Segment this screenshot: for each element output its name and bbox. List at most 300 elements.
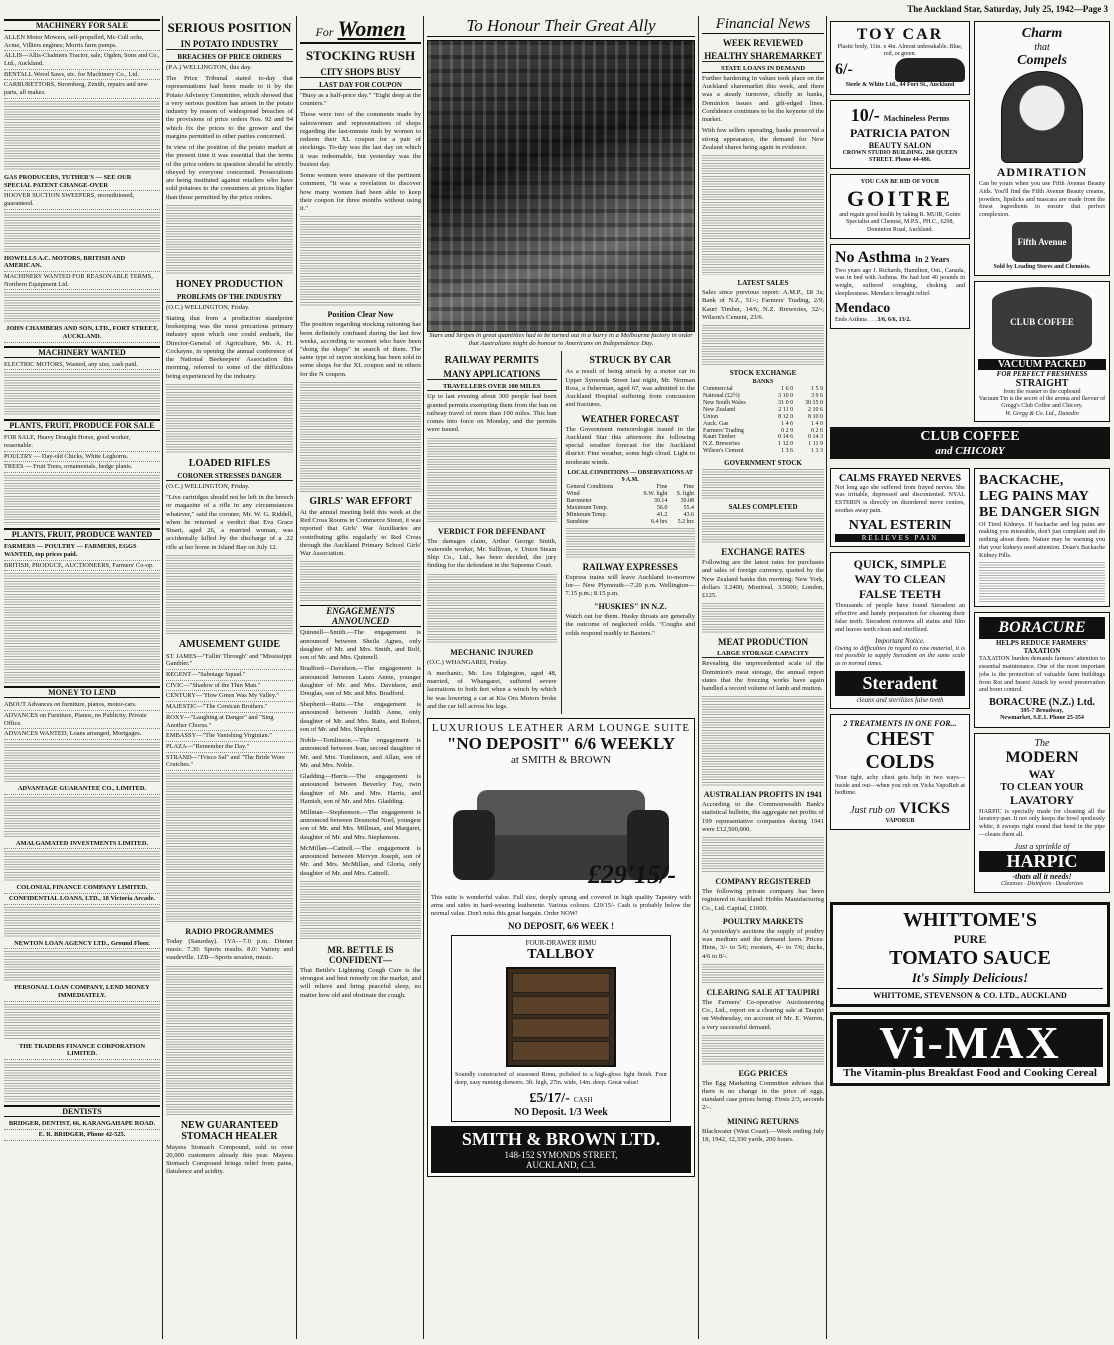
vicks-just: Just rub on (850, 805, 896, 817)
harpic-post: -thats all it needs! (1012, 871, 1072, 881)
headline: STOCK EXCHANGE (729, 369, 797, 378)
paragraph: The Farmers' Co-operative Auctioneering Co., Ltd., report on a clearing sale at Taupiri on Wednesday, on account of Mr. E. Warren, a very successful demand. (702, 998, 824, 1031)
whittomes-ad (830, 902, 1110, 1007)
text-block (4, 475, 160, 525)
text-block (300, 881, 421, 941)
classified-item: ADVANCES on Furniture, Pianos, no Publicity, Private Office. (4, 711, 160, 729)
classified-item: FARMERS — POULTRY — FARMERS, EGGS WANTED, top prices paid. (4, 542, 160, 560)
headline: EGG PRICES (738, 1068, 788, 1078)
headline: GIRLS' WAR EFFORT (309, 495, 412, 507)
classified-item: FOR SALE, Heavy Draught Horse, good worker, reasonable. (4, 433, 160, 451)
chest-2: COLDS (865, 750, 935, 773)
headline: GOVERNMENT STOCK (724, 459, 802, 468)
paragraph: The Egg Marketing Committee advises that there is no change in the price of eggs, standard case prices being: Firsts 2/3, seconds 2/-. (702, 1079, 824, 1112)
headline: EXCHANGE RATES (721, 547, 805, 558)
backache-3: BE DANGER SIGN (979, 504, 1100, 520)
dateline: (O.C.) WELLINGTON, Friday. (166, 482, 250, 490)
paragraph: Up to last evening about 300 people had been granted permits exempting them from the ban on railway travel of more than 100 miles. This ban comes into force on Monday, and the permits were issued. (427, 393, 557, 434)
tallboy-title: TALLBOY (527, 946, 595, 962)
tallboy-image (506, 967, 616, 1067)
headline: WEEK REVIEWED (722, 38, 804, 48)
table-value-cell: Fine (656, 484, 668, 491)
text-block (4, 573, 160, 683)
chest-pre: 2 TREATMENTS IN ONE FOR... (843, 718, 957, 728)
subhead: MANY APPLICATIONS (427, 369, 557, 380)
paragraph: Blackwater (West Coast).—Week ending July 18, 1942, 12,330 yards, 200 hours. (702, 1127, 824, 1143)
amusement-item: CENTURY—"How Green Was My Valley." (166, 691, 293, 702)
backache-1: BACKACHE, (979, 472, 1064, 488)
engagement-item: Bradford—Davidson.—The engagement is announced between Laura Annie, younger daughter of Mr. and Mrs. Davidson, and Douglas, son of Mr. and Mrs. Bradford. (300, 665, 421, 697)
headline: LOADED RIFLES (188, 457, 271, 469)
weather-table (566, 484, 696, 525)
section-head: PLANTS, FRUIT, PRODUCE WANTED (4, 528, 160, 540)
club-coffee-ad (974, 281, 1110, 422)
club-big: CLUB COFFEE (920, 428, 1020, 444)
classifieds-column (4, 16, 160, 1339)
table-label-cell: Barometer (566, 497, 592, 504)
news-subcolumn (427, 351, 557, 714)
photo-caption: Stars and Stripes in great quantities had to be turned out in a hurry in a Melbourne factory in order that Australians might do honour to Americans on Independence Day. (429, 332, 693, 348)
text-block (300, 216, 421, 306)
headline: MECHANIC INJURED (450, 647, 534, 657)
headline: SALES COMPLETED (728, 503, 798, 512)
paragraph: These were two of the comments made by saleswomen and representatives of shops regarding the last-minute rush by women to redeem their XL coupon for a pair of stockings. To-day was the last day on which it was redeemable, but yesterday was the busiest day. (300, 111, 421, 168)
paragraph: "Live cartridges should not be left in the breech or magazine of a rifle in any circumstances whatever," said the coroner, Mr. W. G. Riddell, when he returned a verdict that Eva Grace Stuart, aged 26, a married woman, was accidentally killed by the discharge of a .22 rifle at her home in Island Bay on July 12. (166, 494, 293, 551)
boracure-text: TAXATION burden demands farmers' attention to essential maintenance. One of the most important jobs is the protection of valuable farm buildings from Rot and Insect Attack by wood preservation and borer control. (979, 655, 1105, 694)
text-block (166, 555, 293, 635)
ads-left-stack-2 (830, 463, 970, 898)
weather-row (566, 512, 696, 519)
paragraph: Revealing the unprecedented scale of the Dominion's meat storage, the annual report states that the freezing works have again handled a record volume of lamb and mutton. (702, 660, 824, 693)
ad-price: £29'15/- (587, 859, 676, 889)
table-value-cell: 30.08 (680, 497, 694, 504)
perm-ad (830, 100, 970, 169)
headline: VERDICT FOR DEFENDANT (438, 526, 546, 536)
vicks-ad (830, 714, 970, 830)
whit-2: PURE (953, 931, 987, 946)
club-coffee-banner (830, 427, 1110, 459)
table-value-cell: 1 12 0 (778, 441, 794, 448)
ads-mid-row (830, 463, 1110, 898)
table-label-cell: New Zealand (703, 406, 736, 413)
table-value-cell: 31 0 0 (778, 400, 794, 407)
text-block (702, 837, 824, 873)
doans-ad (974, 468, 1110, 608)
tallboy-pre: FOUR-DRAWER RIMU (525, 938, 597, 947)
toy-title: TOY CAR (856, 26, 944, 43)
mendaco-from: Ends Asthma . . . (835, 316, 876, 323)
table-value-cell: 3 10 0 (778, 393, 794, 400)
subhead: CORONER STRESSES DANGER (166, 472, 293, 481)
sb-city: AUCKLAND, C.3. (525, 1160, 596, 1171)
boracure-tel: Newmarket, S.E.1. Phone 25-354 (1000, 715, 1084, 722)
paragraph: The following private company has been registered in Auckland: Hobbs Manufacturing Co., Ltd. Capital, £1000. (702, 888, 824, 912)
boracure-logo: BORACURE (979, 617, 1105, 639)
table-value-cell: 1 4 0 (811, 420, 823, 427)
table-value-cell: 0 2 9 (781, 427, 794, 434)
paragraph: Following are the latest rates for purchases and sales of foreign currency, quoted by the New Zealand banks this morning: New York, dollars 3.2400; Montreal, 3.5600; London, £125. (702, 559, 824, 600)
text-block (702, 513, 824, 543)
column-rule (561, 351, 562, 714)
charm-2: that (1034, 42, 1050, 53)
harpic-pre: Just a sprinkle of (1014, 841, 1070, 851)
perm-text: Machineless Perms (883, 113, 950, 123)
table-label-cell: Auck. Gas (703, 420, 729, 427)
amusement-item: PLAZA—"Remember the Day." (166, 742, 293, 753)
share-row (702, 393, 824, 400)
masthead: The Auckland Star, Saturday, July 25, 1942—Page 3 (907, 4, 1108, 14)
section-head: PLANTS, FRUIT, PRODUCE FOR SALE (4, 419, 160, 431)
boracure-ad (974, 612, 1110, 727)
quick-notice-text: Owing to difficulties in regard to raw material, it is not possible to supply Steradent on the same scale as in normal times. (835, 644, 965, 668)
toy-text: Plastic body, 11in. x 4in. Almost unbreakable. Blue, red, or green. (837, 44, 963, 58)
lav-1: TO CLEAN YOUR (1000, 781, 1084, 793)
perm-sub: BEAUTY SALON (868, 140, 932, 150)
text-block (4, 951, 160, 981)
amusement-item: EMBASSY—"The Vanishing Virginian." (166, 731, 293, 742)
harpic-ad: The MODERN WAY TO CLEAN YOUR LAVATORY HARPIC is specially made for cleaning all the lavatory-pan. It not only keeps the bowl spotlessly white, it sweeps right round that bend in the pipe—cleans them all. Just a sprinkle of HARPIC -thats all it needs! Cleanses · Disinfects · Deodorizes (974, 733, 1110, 893)
perm-addr: CROWN STUDIO BUILDING, 260 QUEEN STREET. Phone 44-486. (842, 149, 958, 163)
charm-text: Can be yours when you use Fifth Avenue Beauty Aids. You'll find the Fifth Avenue Beauty creams, powders, lipsticks and mascara are made from the finest ingredients to ensure that perfect complexion. (979, 180, 1105, 218)
paragraph: According to the Commonwealth Bank's statistical bulletin, the aggregate net profits of 199 representative companies during 1941 were £12,500,000. (702, 801, 824, 833)
amusement-item: ROXY—"Laughing at Danger" and "Sing Another Chorus." (166, 713, 293, 731)
paragraph: Stating that from a production standpoint beekeeping was the most precarious primary industry upon which one could embark, the Director-General of Agriculture, Mr. A. H. Cockayne, in opening the annual conference of the National Beekeepers' Association this morning, referred to some of the difficulties being experienced by the industry. (166, 314, 293, 380)
amusement-item: CIVIC—"Shadow of the Thin Man." (166, 681, 293, 692)
news-column-4 (427, 16, 695, 1339)
classified-item: ABOUT Advances on furniture, pianos, motor-cars. (4, 700, 160, 711)
shares-head: BANKS (752, 379, 774, 386)
modern-1: The (1034, 737, 1050, 749)
asthma-title: No Asthma (835, 248, 912, 266)
table-value-cell: 8 12 0 (778, 413, 794, 420)
vimax-logo: Vi-MAX (837, 1019, 1103, 1067)
text-block (4, 907, 160, 937)
subhead: CITY SHOPS BUSY (300, 67, 421, 78)
table-value-cell: 2 10 6 (808, 406, 823, 413)
section-head: MONEY TO LEND (4, 686, 160, 698)
table-value-cell: 43.6 (683, 511, 694, 518)
text-block (166, 966, 293, 1116)
ads-right-stack (974, 16, 1110, 427)
ad-no-deposit: NO DEPOSIT, 6/6 WEEK ! (508, 920, 614, 931)
chest-text: Your tight, achy chest gets help in two ways—inside and out—when you rub on Vicks VapoRub at bedtime. (835, 773, 965, 797)
amusement-item: ST. JAMES—"Fallin' Through" and "Mississippi Gambler." (166, 652, 293, 670)
women-banner (300, 16, 421, 44)
tallboy-text: Soundly constructed of seasoned Rimu, polished to a high-gloss light finish. Four deep, easy running drawers. 3ft. high, 27in. wide, 14in. deep. Great value! (455, 1070, 667, 1086)
table-value-cell: 2 11 0 (778, 406, 794, 413)
modern-3: WAY (1028, 766, 1056, 781)
ads-column (830, 16, 1110, 1339)
text-block (702, 964, 824, 984)
classified-item: HOOVER SUCTION SWEEPERS, reconditioned, guaranteed. (4, 191, 160, 209)
club-maker: W. Gregg & Co. Ltd., Dunedin (1005, 410, 1079, 417)
backache-2: LEG PAINS MAY (979, 488, 1089, 504)
text-block (4, 1062, 160, 1102)
subhead: HEALTHY SHAREMARKET (702, 51, 824, 62)
toy-car-image (895, 58, 965, 82)
text-block (166, 205, 293, 275)
headline: MINING RETURNS (727, 1116, 799, 1126)
whit-4: It's Simply Delicious! (911, 969, 1029, 985)
harpic-side: Cleanses (1000, 880, 1023, 887)
quick-3: FALSE TEETH (859, 586, 941, 601)
steradent-logo: Steradent (835, 671, 965, 696)
engagement-item: Quinnell—Smith.—The engagement is announced between Sheila Agnes, only daughter of Mr. and Mrs. Smith, and Rolf, son of Mr. and Mrs. Quinnell. (300, 629, 421, 662)
engagement-item: Noble—Tomlinson.—The engagement is announced between Jean, second daughter of Mr. and Mrs. Tomlinson, and Allan, son of Mr. and Mrs. Noble. (300, 737, 421, 769)
classified-item: THE TRADERS FINANCE CORPORATION LIMITED. (4, 1042, 160, 1060)
headline: MR. BETTLE IS CONFIDENT— (327, 944, 394, 965)
engagement-item: Gladding—Harris.—The engagement is announced between Beverley Fay, twin daughter of Mr. and Mrs. Harris, and Hamish, son of Mr. and Mrs. Gladding. (300, 773, 421, 805)
classified-item: E. R. BRIDGER, Phone 42-525. (4, 1130, 160, 1141)
tallboy-deposit: NO Deposit. 1/3 Week (514, 1107, 608, 1119)
paragraph: "Busy as a half-price day." "Eight deep at the counters." (300, 92, 421, 108)
subhead: PROBLEMS OF THE INDUSTRY (166, 293, 293, 302)
chest-1: CHEST (866, 727, 934, 750)
nyal-sub: RELIEVES PAIN (835, 534, 965, 542)
column-rule (296, 16, 297, 1339)
club-pf: FOR PERFECT FRESHNESS (996, 369, 1088, 378)
classified-item: BRIDGER, DENTIST, 66, KARANGAHAPE ROAD. (4, 1119, 160, 1130)
table-value-cell: 0 14 3 (808, 434, 823, 441)
nyal-title: NYAL ESTERIN (848, 517, 952, 533)
table-value-cell: 30 15 0 (805, 400, 823, 407)
text-block (4, 372, 160, 416)
amusement-item: REGENT—"Sabotage Squad." (166, 670, 293, 681)
paragraph: With few sellers operating, banks preserved a strong appearance, the demand for New Zealand shares being again in evidence. (702, 127, 824, 151)
classified-item: ELECTRIC MOTORS, Wanted, any size, cash paid. (4, 360, 160, 371)
paragraph: The Price Tribunal stated to-day that representations had been made to it by the Potato Advisory Committee, which showed that a very serious position has arisen in the potato industry by reason of widespread breaches of the provisions of price orders Nos. 92 and 94 which fix the prices to the grower and the margins permitted to other parties concerned. (166, 75, 293, 140)
share-row (702, 421, 824, 428)
table-value-cell: S.W. light (643, 491, 668, 498)
goitre-pre: YOU CAN BE RID OF YOUR (860, 178, 940, 185)
subhead: LARGE STORAGE CAPACITY (702, 650, 824, 658)
vimax-sub: The Vitamin-plus Breakfast Food and Cooking Cereal (843, 1067, 1097, 1080)
section-head: MACHINERY FOR SALE (4, 19, 160, 31)
tallboy-cash: CASH (573, 1096, 593, 1105)
table-value-cell: 8 10 0 (808, 413, 823, 420)
text-block (702, 155, 824, 275)
headline: MEAT PRODUCTION (718, 637, 808, 648)
quick-notice: Important Notice. (875, 636, 925, 645)
text-block (4, 292, 160, 322)
paragraph: The damages claim, Arthur George Smith, waterside worker, Mr. Sullivan, v. Union Steam Ship Co., Ltd., has been decided, the jury finding for the defendant in the Supreme Court. (427, 537, 557, 570)
table-value-cell: 6.4 hrs (651, 518, 668, 525)
table-value-cell: Fine (683, 484, 694, 491)
vimax-ad (830, 1012, 1110, 1086)
text-block (300, 382, 421, 492)
paragraph: The Government meteorologist issued in the Auckland Star this afternoon the following special weather forecast for the Auckland district: Fine weather, some high cloud. Light to moderate winds. (565, 425, 695, 466)
women-column (300, 16, 421, 1339)
text-block (166, 384, 293, 454)
lounge-suite-image (444, 770, 678, 890)
classified-item: ADVANTAGE GUARANTEE CO., LIMITED. (4, 784, 160, 795)
text-block (4, 742, 160, 782)
charm-sold: Sold by Leading Stores and Chemists. (993, 263, 1091, 270)
lav-text: HARPIC is specially made for cleaning all the lavatory-pan. It not only keeps the bowl spotlessly white, it sweeps right round that bend in the pipe—cleans them all. (979, 807, 1105, 838)
paragraph: Mayess Stomach Compound, sold to over 20,000 customers already this year. Mayess Stomach Compound brings relief from pains, flatulence and acidity. (166, 1143, 293, 1176)
amusement-item: STRAND—"Frisco Sal" and "The Bride Wore Crutches." (166, 753, 293, 771)
table-label-cell: Sunshine (566, 518, 589, 525)
steradent-ad (830, 552, 970, 709)
text-block (702, 325, 824, 365)
goitre-ad (830, 174, 970, 239)
classified-item: AMALGAMATED INVESTMENTS LIMITED. (4, 839, 160, 850)
headline: AUSTRALIAN PROFITS IN 1941 (703, 790, 823, 800)
table-value-cell: 0 2 6 (811, 427, 823, 434)
table-value-cell: 1 4 6 (781, 420, 794, 427)
table-value-cell: 1 11 9 (808, 441, 823, 448)
ad-lux: LUXURIOUS LEATHER ARM LOUNGE SUITE (431, 721, 691, 734)
share-row (702, 400, 824, 407)
club-and: and CHICORY (935, 444, 1005, 457)
fifth-avenue-jar: Fifth Avenue (1012, 222, 1072, 262)
classified-item: CARBURETTORS, Stromberg, Zenith, repairs and new parts, all makes. (4, 80, 160, 98)
steradent-sub: cleans and sterilizes false teeth (856, 695, 944, 704)
headline: SERIOUS POSITION (167, 20, 292, 35)
flag-factory-photo (427, 40, 695, 332)
column-rule (423, 16, 424, 1339)
financial-title: Financial News (702, 16, 824, 34)
text-block (702, 603, 824, 633)
table-label-cell: Minimum Temp. (566, 511, 607, 518)
tallboy-price: £5/17/- (529, 1091, 570, 1107)
paragraph: Further hardening in values took place on the Auckland sharemarket this week, and there was a steady turnover, chiefly in banks, Dominion issues and gilt-edged lines. Confidence continues to be the keynote of the market. (702, 75, 824, 124)
subhead: TRAVELLERS OVER 100 MILES (427, 383, 557, 391)
news-column-2 (166, 16, 293, 1339)
headline: CLEARING SALE AT TAUPIRI (706, 987, 820, 997)
weather-row (566, 519, 696, 526)
text-block (702, 696, 824, 786)
financial-column (702, 16, 824, 1339)
table-label-cell: New South Wales (703, 400, 746, 407)
text-block (4, 1004, 160, 1040)
sb-address: 148-152 SYMONDS STREET, (504, 1150, 618, 1161)
table-label-cell: General Conditions (566, 484, 614, 491)
text-block (4, 797, 160, 837)
classified-item: PERSONAL LOAN COMPANY, LEND MONEY IMMEDIATELY. (4, 983, 160, 1001)
headline: RADIO PROGRAMMES (185, 926, 274, 936)
backache-text: Of Tired Kidneys. If backache and leg pains are making you miserable, don't just complain and do nothing about them. Nature may be warning you that your kidneys need attention. Doan's Backache Kidney Pills. (979, 520, 1105, 559)
boracure-addr: 395-7 Broadway, (1020, 708, 1064, 715)
classified-item: HOWELLS A.C. MOTORS, BRITISH AND AMERICAN. (4, 254, 160, 272)
table-value-cell: 1 3 3 (811, 448, 823, 455)
headline: WEATHER FORECAST (581, 413, 680, 424)
harpic-logo: HARPIC (979, 851, 1105, 872)
sb-name: SMITH & BROWN LTD. (461, 1129, 661, 1150)
classified-item: JOHN CHAMBERS AND SON, LTD., FORT STREET, AUCKLAND. (4, 324, 160, 342)
paragraph: As a result of being struck by a motor car in Upper Symonds Street last night, Mr. Norman Ross, a fisherman, aged 67, was admitted to the Auckland Hospital suffering from concussion and fractures. (565, 368, 695, 409)
headline: ENGAGEMENTS ANNOUNCED (300, 605, 421, 627)
table-value-cell: 1 6 0 (781, 386, 794, 393)
headline: Position Clear Now (327, 310, 394, 320)
ads-left-stack (830, 16, 970, 427)
ad-text: This suite is wonderful value. Full size, deeply sprung and covered in high quality Tapestry with arms and sides in hard-wearing leatherette. Various colours. £29/15/- Cash is probably below the normal value. Don't miss this great bargain. Order NOW! (431, 893, 691, 917)
column-rule (698, 16, 699, 1339)
asthma-text: Two years ago J. Richards, Hamilton, Ont., Canada, was in bed with Asthma. He had lost 40 pounds in weight, suffered coughing, choking and sleeplessness. Mendaco brought relief. (835, 266, 965, 297)
classified-item: NEWTON LOAN AGENCY LTD., Ground Floor. (4, 939, 160, 950)
text-block (4, 212, 160, 252)
headline: POULTRY MARKETS (722, 916, 804, 926)
weather-row (566, 505, 696, 512)
toy-shop: Steele & White Ltd., 44 Fort St., Auckland (845, 82, 955, 89)
perm-price: 10/- (850, 104, 880, 125)
table-label-cell: Wind (566, 491, 580, 498)
two-col-news (427, 351, 695, 714)
classified-item: MACHINERY WANTED FOR REASONABLE TERMS, Northern Equipment Ltd. (4, 272, 160, 290)
section-head: DENTISTS (4, 1105, 160, 1117)
amusement-item: MAJESTIC—"The Corsican Brothers." (166, 702, 293, 713)
weather-row (566, 484, 696, 491)
text-block (300, 561, 421, 601)
calms-text: Not long ago she suffered from frayed nerves. She was irritable, depressed and discontented. NYAL ESTERIN is directly on disordered nerve centres, soothes away pain. (835, 483, 965, 514)
vicks-logo: VICKS (899, 800, 950, 818)
table-value-cell: 56.0 (656, 504, 668, 511)
woman-portrait (1001, 71, 1083, 163)
ads-top-row (830, 16, 1110, 427)
share-row (702, 414, 824, 421)
boracure-ltd: BORACURE (N.Z.) Ltd. (989, 697, 1095, 709)
table-label-cell: Maximum Temp. (566, 504, 608, 511)
subhead: LAST DAY FOR COUPON (300, 81, 421, 90)
paragraph: Today (Saturday). 1YA—7.0 p.m. Dinner music. 7.30: Sports results. 8.0: Variety and vaudeville. 1ZB—Sports session, music. (166, 937, 293, 962)
paragraph: At the annual meeting held this week at the Red Cross Rooms in Commerce Street, it was reported that Girls' War Auxiliaries are contributing gifts regularly to Red Cross through the Auckland Primary School Girls' War Association. (300, 508, 421, 558)
quick-text: Thousands of people have found Steradent an effective and handy preparation for cleaning their false teeth. Steradent removes all stains and film and leaves teeth clean and sterilized. (835, 601, 965, 633)
text-block (4, 851, 160, 881)
lav-2: LAVATORY (1009, 792, 1075, 807)
weather-row (566, 491, 696, 498)
engagement-item: Shepherd—Ratts.—The engagement is announced between Judith Anne, only daughter of Mr. and Mrs. Ratts, and Robert, son of Mr. and Mrs. Shepherd. (300, 701, 421, 733)
ad-at: at SMITH & BROWN (511, 753, 611, 766)
paragraph: At yesterday's auctions the supply of poultry was medium and the demand keen. Prices: Hens, 3/- to 5/6; roosters, 4/- to 7/6; ducks, 4/6 to 8/-. (702, 927, 824, 960)
news-subcolumn (566, 351, 696, 714)
table-label-cell: Wilson's Cement (703, 448, 744, 455)
headline: RAILWAY PERMITS (444, 355, 539, 367)
headline: LATEST SALES (737, 279, 789, 288)
share-row (702, 434, 824, 441)
headline: RAILWAY EXPRESSES (582, 561, 678, 572)
paragraph: A mechanic, Mr. Les Edgington, aged 48, married, of Whangarei, suffered severe lacerations to both feet when a winch by which he was lowering a car at Kia Ora Motors broke and the car fell across his legs. (427, 669, 557, 710)
quick-1: QUICK, SIMPLE (853, 556, 947, 571)
harpic-side: Disinfects (1027, 880, 1052, 887)
perm-name: PATRICIA PATON (850, 125, 950, 140)
headline: COMPANY REGISTERED (715, 877, 811, 887)
whit-5: WHITTOME, STEVENSON & CO. LTD., AUCKLAND (837, 988, 1103, 1000)
table-value-cell: 55.4 (683, 504, 694, 511)
charm-1: Charm (1021, 26, 1063, 41)
table-label-cell: N.Z. Breweries (703, 441, 740, 448)
share-row (702, 441, 824, 448)
nyal-ad (830, 468, 970, 547)
headline: AMUSEMENT GUIDE (178, 638, 281, 650)
table-value-cell: 3 9 6 (811, 393, 823, 400)
column-rule (826, 16, 827, 1339)
harpic-side: Deodorizes (1055, 880, 1083, 887)
classified-item: ALLIS—Allis-Chalmers Tractor, sale; Ogden, Sons and Co., Ltd., Auckland. (4, 51, 160, 69)
whit-3: TOMATO SAUCE (889, 946, 1051, 969)
subhead: IN POTATO INDUSTRY (166, 39, 293, 50)
table-label-cell: Kauri Timber (703, 434, 736, 441)
headline: STOCKING RUSH (305, 48, 416, 63)
quick-2: WAY TO CLEAN (854, 571, 946, 586)
engagement-item: Millman—Stephenson.—The engagement is announced between Desmond Noel, youngest son of Mr. and Mrs. Millman, and Margaret, daughter of Mr. and Mrs. Stephenson. (300, 809, 421, 841)
whit-1: WHITTOME'S (902, 908, 1038, 931)
table-label-cell: Commercial (703, 386, 733, 393)
text-block (979, 562, 1105, 602)
table-label-cell: Union (703, 413, 718, 420)
column-rule (162, 16, 163, 1339)
club-text: Vacuum Tin is the secret of the aroma and flavour of Gregg's Club Coffee and Chicory. (978, 396, 1106, 410)
classified-item: CONFIDENTIAL LOANS, LTD., 18 Victoria Arcade. (4, 894, 160, 905)
